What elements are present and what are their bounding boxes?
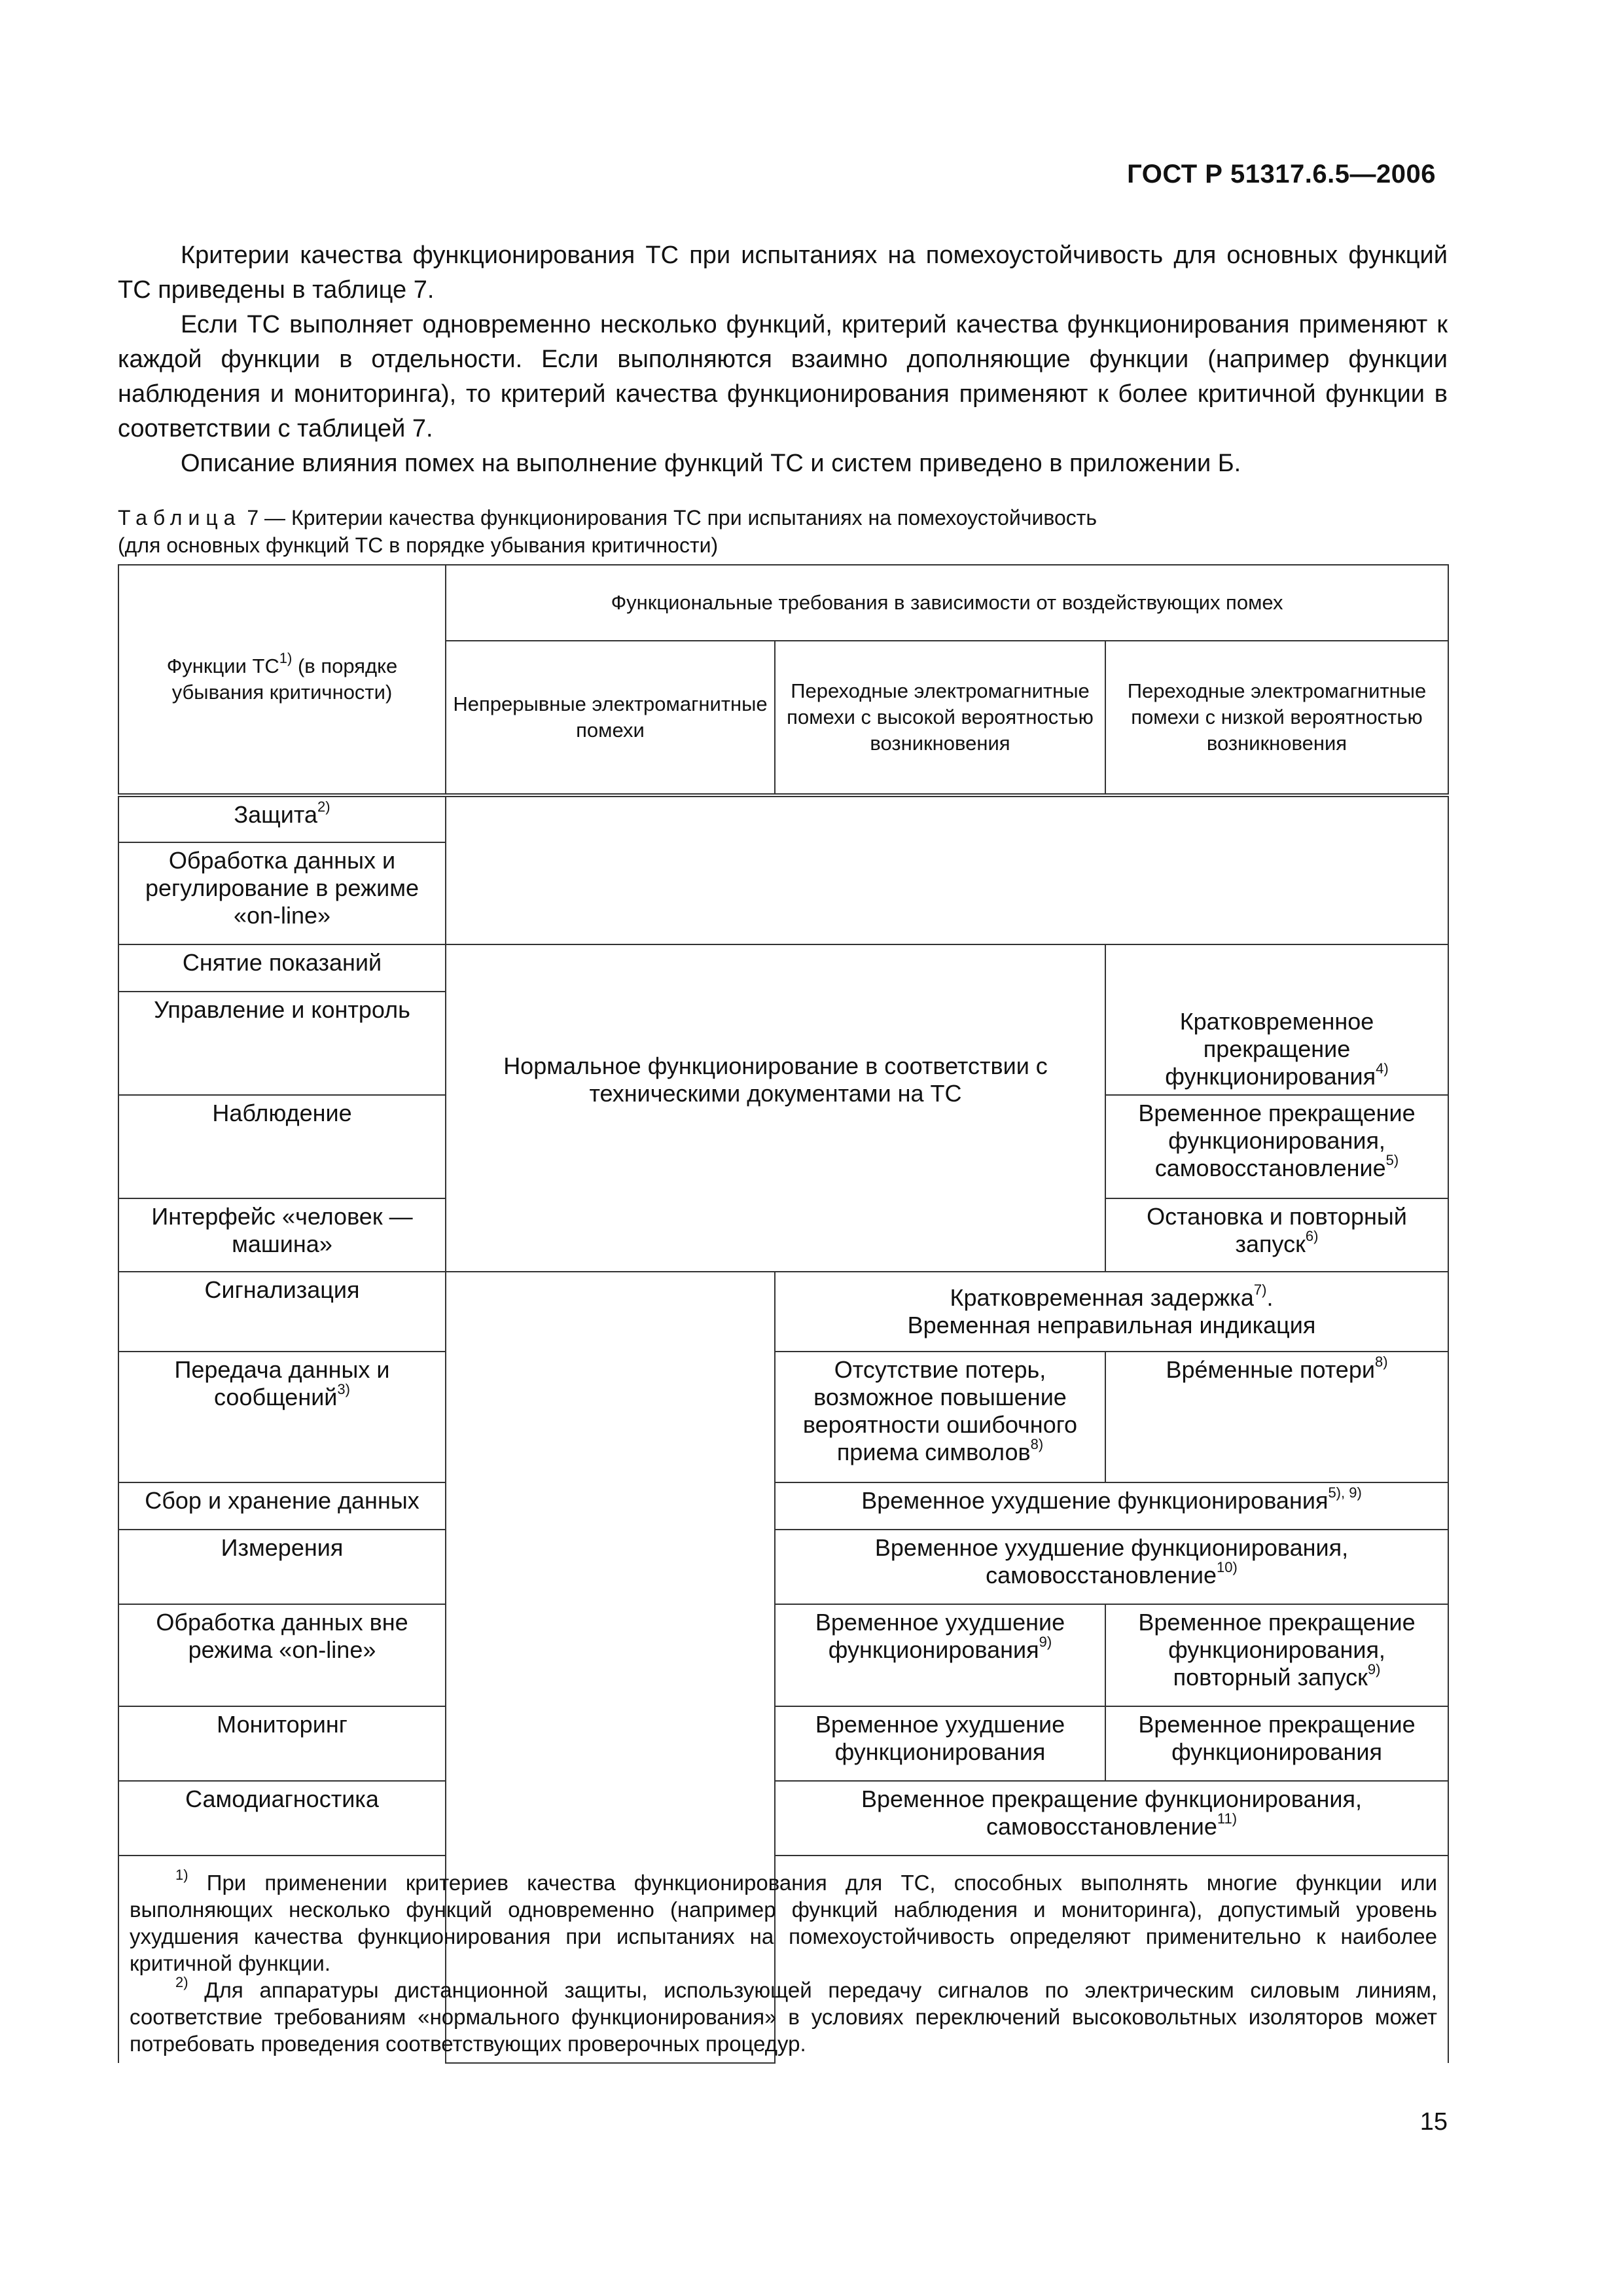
function-online-processing: Обработка данных и регулирование в режиме «on-line» <box>118 842 446 944</box>
requirement-text: . <box>1266 1284 1274 1311</box>
requirement-text: Кратковременная задержка <box>950 1284 1254 1311</box>
requirement-text: Временное прекращение функционирования, самовосстановление <box>861 1785 1363 1840</box>
table-notes <box>118 1856 1448 2063</box>
function-alarm: Сигнализация <box>118 1272 446 1352</box>
requirement-text: Вре́менные потери <box>1166 1356 1375 1383</box>
footnote-ref: 3) <box>337 1381 350 1397</box>
function-label: Защита <box>234 801 318 828</box>
function-readings: Снятие показаний <box>118 944 446 992</box>
function-monitoring: Мониторинг <box>118 1706 446 1781</box>
requirement-text: Остановка и повторный запуск <box>1147 1203 1407 1257</box>
temp-degr-plain-cell: Временное ухудшение функционирования <box>775 1706 1105 1781</box>
header-text: (в порядке убывания критичности) <box>171 655 398 704</box>
footnote-ref: 7) <box>1253 1282 1267 1298</box>
short-stop-cell <box>1105 944 1448 1095</box>
stop-restart-cell <box>1105 1198 1448 1272</box>
no-loss-cell <box>775 1352 1105 1482</box>
function-hmi: Интерфейс «человек — машина» <box>118 1198 446 1272</box>
footnote-mark: 2) <box>175 1974 188 1990</box>
intro-paragraph: Критерии качества функционирования ТС при испытаниях на помехоустойчивость для основных функций ТС приведены в таблице 7. <box>118 242 1448 304</box>
document-code: ГОСТ Р 51317.6.5—2006 <box>1127 160 1436 188</box>
function-protection <box>118 795 446 842</box>
function-control: Управление и контроль <box>118 992 446 1095</box>
normal-operation-cell <box>446 944 1105 1272</box>
footnote-ref: 9) <box>1039 1634 1052 1650</box>
footnote-ref: 9) <box>1367 1661 1381 1677</box>
footnote <box>130 1974 1438 2057</box>
temp-stop-restart-cell <box>1105 1604 1448 1706</box>
requirement-text: Временное ухудшение функционирования, самовосстановление <box>874 1534 1349 1588</box>
function-observation: Наблюдение <box>118 1095 446 1198</box>
requirement-text: Временное ухудшение функционирования <box>861 1487 1329 1514</box>
footnote-ref: 6) <box>1305 1228 1319 1244</box>
temp-degr-selfrecover-cell <box>775 1530 1448 1604</box>
normal-operation-top-cell <box>446 795 1448 944</box>
intro-paragraph: Описание влияния помех на выполнение функций ТС и систем приведено в приложении Б. <box>181 450 1241 477</box>
requirement-text: Временное ухудшение функционирования <box>815 1609 1065 1663</box>
function-data-transfer <box>118 1352 446 1482</box>
caption-subtitle: (для основных функций ТС в порядке убывания критичности) <box>118 533 719 557</box>
temp-degradation-cell <box>775 1482 1448 1530</box>
header-text: Функции ТС <box>166 655 279 677</box>
intro-text <box>118 238 1448 481</box>
footnote-text: При применении критериев качества функционирования для ТС, способных выполнять многие функции или выполняющих несколько функций одновременно (например функций наблюдения и мониторинга), допустимый уровень ухудшения качества функционирования при испытаниях на помехоустойчивость определяют применительно к наиболее критичной функции. <box>130 1871 1438 1975</box>
requirement-text: Временное прекращение функционирования, самовосстановление <box>1138 1100 1416 1181</box>
function-measurement: Измерения <box>118 1530 446 1604</box>
footnote-text: Для аппаратуры дистанционной защиты, использующей передачу сигналов по электрическим силовым линиям, соответствие требованиям «нормального функционирования» в условиях переключений высоковольтных изоляторов может потребовать проведения соответствующих проверочных процедур. <box>130 1978 1438 2056</box>
table-caption <box>118 504 1448 559</box>
transient-low-header: Переходные электромагнитные помехи с низкой вероятностью возникновения <box>1105 641 1448 795</box>
normal-operation-text: Нормальное функционирование в соответствии с техническими документами на ТС <box>503 1052 1048 1107</box>
temp-stop-plain-cell: Временное прекращение функционирования <box>1105 1706 1448 1781</box>
function-data-collection: Сбор и хранение данных <box>118 1482 446 1530</box>
requirements-group-header: Функциональные требования в зависимости от воздействующих помех <box>446 565 1448 641</box>
temp-loss-cell <box>1105 1352 1448 1482</box>
function-self-diagnostics: Самодиагностика <box>118 1781 446 1856</box>
caption-title: 7 — Критерии качества функционирования ТС при испытаниях на помехоустойчивость <box>247 506 1097 529</box>
requirement-text: Временное прекращение функционирования, повторный запуск <box>1138 1609 1416 1691</box>
function-offline-processing: Обработка данных вне режима «on-line» <box>118 1604 446 1706</box>
footnote-ref: 5) <box>1385 1152 1399 1168</box>
short-delay-cell <box>775 1272 1448 1352</box>
requirement-text: Отсутствие потерь, возможное повышение вероятности ошибочного приема символов <box>802 1356 1078 1465</box>
page-number: 15 <box>1419 2108 1448 2136</box>
footnote-ref: 4) <box>1376 1060 1389 1077</box>
footnote-ref: 1) <box>279 649 293 666</box>
temp-stop-selfrecover-cell <box>1105 1095 1448 1198</box>
footnote-ref: 10) <box>1217 1559 1238 1575</box>
footnote-mark: 1) <box>175 1867 188 1883</box>
temp-stop-self-cell <box>775 1781 1448 1856</box>
wrong-indication-text: Временная неправильная индикация <box>907 1312 1316 1338</box>
criteria-table <box>118 564 1449 2064</box>
caption-word: Таблица <box>118 506 241 529</box>
functions-column-header <box>118 565 446 795</box>
function-label: Передача данных и сообщений <box>174 1356 390 1410</box>
requirement-text: Кратковременное прекращение функционирования <box>1165 1008 1376 1090</box>
footnote-ref: 11) <box>1217 1810 1238 1827</box>
footnote-ref: 5), 9) <box>1328 1484 1362 1501</box>
footnote-ref: 2) <box>317 798 330 815</box>
intro-paragraph: Если ТС выполняет одновременно несколько функций, критерий качества функционирования применяют к каждой функции в отдельности. Если выполняются взаимно дополняющие функции (например функции наблюдения и мониторинга), то критерий качества функционирования применяют к более критичной функции в соответствии с таблицей 7. <box>118 311 1448 442</box>
footnote-ref: 8) <box>1030 1436 1044 1452</box>
footnote-ref: 8) <box>1374 1354 1388 1370</box>
footnote <box>130 1869 1437 1977</box>
temp-degr-cell <box>775 1604 1105 1706</box>
continuous-noise-header: Непрерывные электромагнитные помехи <box>446 641 775 795</box>
transient-high-header: Переходные электромагнитные помехи с высокой вероятностью возникновения <box>775 641 1105 795</box>
